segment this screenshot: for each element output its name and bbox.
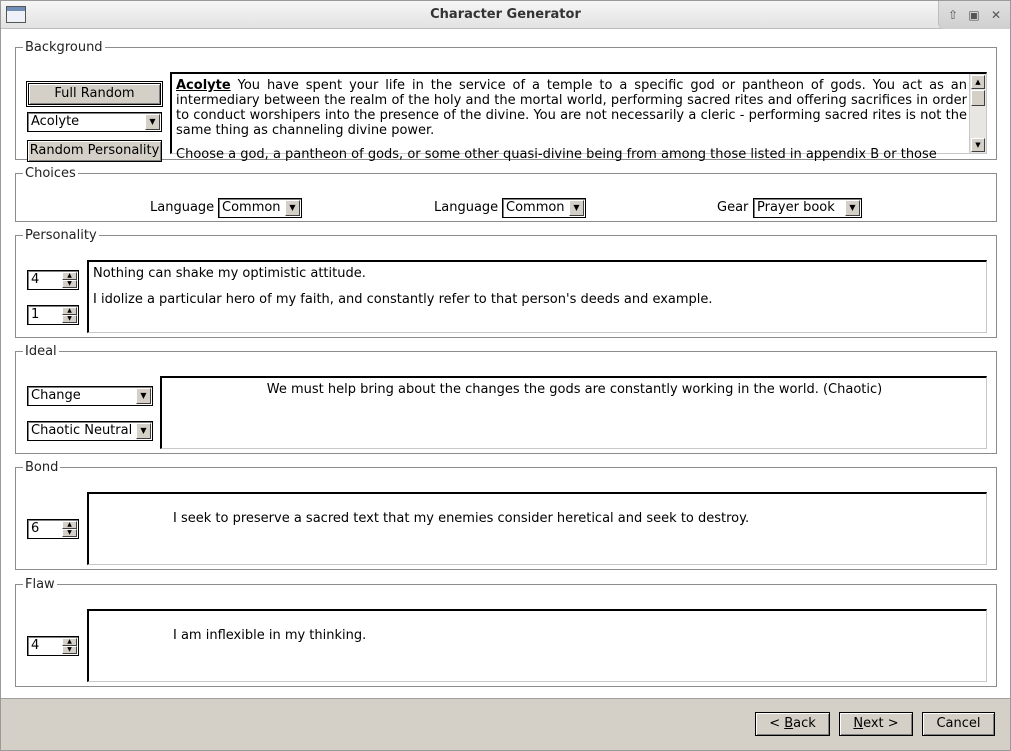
chevron-down-icon: ▼ bbox=[136, 423, 151, 439]
next-rest: ext > bbox=[863, 716, 899, 731]
gear-select[interactable] bbox=[753, 198, 862, 218]
personality-spinner-2-value: 1 bbox=[31, 307, 40, 322]
window-title: Character Generator bbox=[430, 7, 581, 22]
chevron-down-icon: ▼ bbox=[145, 114, 160, 130]
choices-group bbox=[15, 166, 997, 222]
background-group bbox=[15, 40, 997, 160]
flaw-group bbox=[15, 577, 997, 687]
bond-description: I seek to preserve a sacred text that my enemies consider heretical and seek to destroy. bbox=[173, 511, 750, 526]
maximize-icon[interactable]: ▣ bbox=[968, 8, 980, 22]
scroll-thumb[interactable] bbox=[971, 90, 985, 106]
back-prefix: < bbox=[769, 716, 785, 731]
scroll-up-icon[interactable]: ▲ bbox=[971, 75, 985, 89]
background-description[interactable] bbox=[170, 72, 987, 162]
background-legend: Background bbox=[25, 40, 103, 55]
description-scrollbar[interactable] bbox=[969, 74, 986, 153]
bond-legend: Bond bbox=[25, 460, 59, 475]
scroll-down-icon[interactable]: ▼ bbox=[971, 138, 985, 152]
spin-up-icon[interactable]: ▲ bbox=[62, 272, 77, 280]
next-mnemonic: N bbox=[853, 716, 864, 731]
choice-3-label: Gear bbox=[717, 200, 749, 215]
flaw-legend: Flaw bbox=[25, 577, 55, 592]
spin-up-icon[interactable]: ▲ bbox=[62, 307, 77, 315]
personality-spinner-1[interactable] bbox=[27, 270, 79, 290]
language-select-2-value: Common bbox=[506, 200, 565, 215]
spin-up-icon[interactable]: ▲ bbox=[62, 521, 77, 529]
background-desc-para1 bbox=[176, 78, 967, 138]
next-button[interactable] bbox=[839, 712, 913, 736]
alignment-select-value: Chaotic Neutral bbox=[31, 423, 133, 438]
language-select-1-value: Common bbox=[222, 200, 281, 215]
background-select-value: Acolyte bbox=[31, 114, 80, 129]
window-controls bbox=[938, 1, 1010, 29]
chevron-down-icon: ▼ bbox=[136, 388, 151, 404]
flaw-spinner[interactable] bbox=[27, 636, 79, 656]
ideal-select[interactable] bbox=[27, 386, 153, 406]
bond-spinner-value: 6 bbox=[31, 521, 40, 536]
background-desc-text: You have spent your life in the service of a temple to a specific god or pantheon of gods. You act as an intermediary between the realm of the holy and the mortal world, performing sacred rites and offering sacrifices in order to conduct worshipers into the presence of the divine. You are not necessarily a cleric - performing sacred rites is not the same thing as channeling divine power. bbox=[176, 78, 967, 138]
close-icon[interactable]: ✕ bbox=[990, 8, 1002, 22]
background-select[interactable] bbox=[27, 112, 162, 132]
personality-group bbox=[15, 228, 997, 338]
personality-text[interactable] bbox=[87, 260, 987, 333]
language-select-1[interactable] bbox=[218, 198, 302, 218]
shade-up-icon[interactable]: ⇧ bbox=[947, 8, 959, 22]
background-desc-para2: Choose a god, a pantheon of gods, or some other quasi-divine being from among those listed in appendix B or those bbox=[176, 147, 937, 162]
spin-down-icon[interactable]: ▼ bbox=[62, 315, 77, 323]
ideal-select-value: Change bbox=[31, 388, 81, 403]
flaw-description: I am inflexible in my thinking. bbox=[173, 628, 367, 643]
back-mnemonic: B bbox=[784, 716, 794, 731]
button-bar bbox=[1, 698, 1010, 750]
choice-1-label: Language bbox=[150, 200, 215, 215]
gear-select-value: Prayer book bbox=[757, 200, 835, 215]
chevron-down-icon: ▼ bbox=[569, 200, 584, 216]
bond-group bbox=[15, 460, 997, 570]
chevron-down-icon: ▼ bbox=[845, 200, 860, 216]
ideal-group bbox=[15, 344, 997, 454]
background-desc-title: Acolyte bbox=[176, 78, 231, 93]
bond-spinner[interactable] bbox=[27, 519, 79, 539]
spin-up-icon[interactable]: ▲ bbox=[62, 638, 77, 646]
main-content bbox=[1, 30, 1010, 697]
cancel-button[interactable]: Cancel bbox=[922, 712, 995, 736]
flaw-spinner-value: 4 bbox=[31, 638, 40, 653]
ideal-legend: Ideal bbox=[25, 344, 57, 359]
personality-spinner-1-value: 4 bbox=[31, 272, 40, 287]
alignment-select[interactable] bbox=[27, 421, 153, 441]
choice-2-label: Language bbox=[434, 200, 499, 215]
personality-trait-1: Nothing can shake my optimistic attitude. bbox=[93, 266, 366, 281]
language-select-2[interactable] bbox=[502, 198, 586, 218]
spin-down-icon[interactable]: ▼ bbox=[62, 280, 77, 288]
spin-down-icon[interactable]: ▼ bbox=[62, 646, 77, 654]
title-bar[interactable] bbox=[1, 1, 1010, 29]
chevron-down-icon: ▼ bbox=[285, 200, 300, 216]
personality-legend: Personality bbox=[25, 228, 97, 243]
flaw-text[interactable] bbox=[87, 609, 987, 682]
back-button[interactable] bbox=[755, 712, 830, 736]
personality-spinner-2[interactable] bbox=[27, 305, 79, 325]
back-rest: ack bbox=[793, 716, 816, 731]
spin-down-icon[interactable]: ▼ bbox=[62, 529, 77, 537]
choices-legend: Choices bbox=[25, 166, 76, 181]
random-personality-button[interactable]: Random Personality bbox=[27, 140, 162, 162]
bond-text[interactable] bbox=[87, 492, 987, 565]
ideal-description: We must help bring about the changes the gods are constantly working in the world. (Chaotic) bbox=[266, 382, 883, 397]
personality-trait-2: I idolize a particular hero of my faith, and constantly refer to that person's deeds and example. bbox=[93, 292, 713, 307]
ideal-text[interactable] bbox=[160, 376, 987, 449]
full-random-button[interactable]: Full Random bbox=[28, 83, 161, 105]
